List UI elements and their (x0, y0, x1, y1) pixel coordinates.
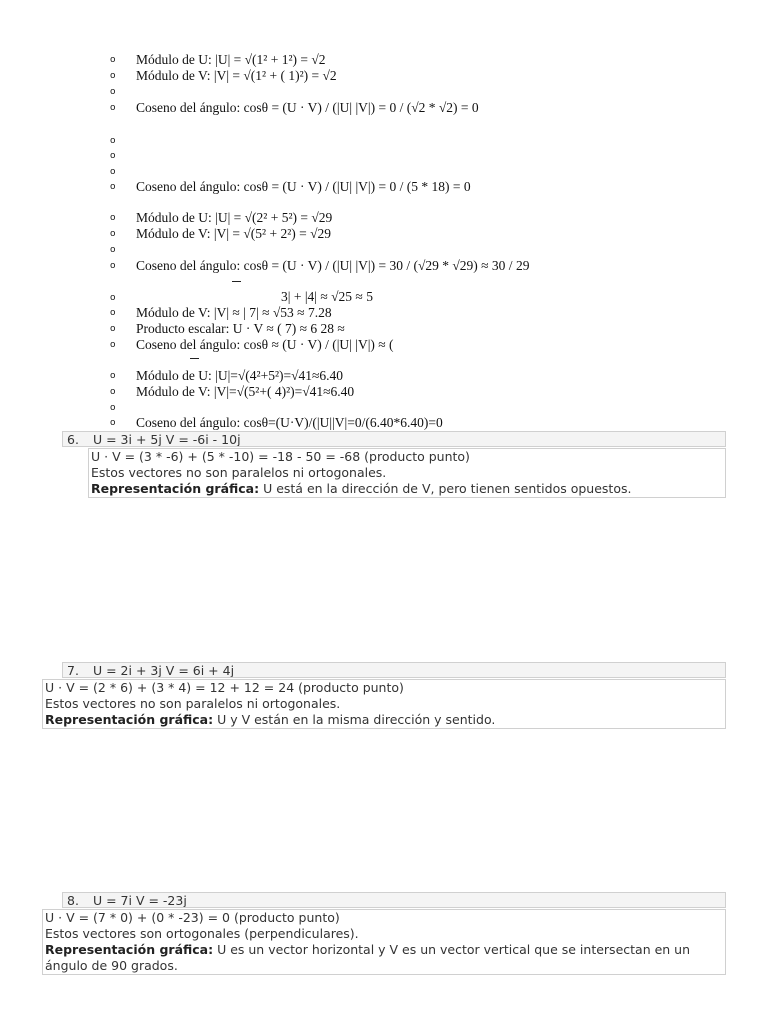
bullet-icon: o (110, 182, 116, 192)
graphic-representation-text: U y V están en la misma dirección y sentido. (213, 712, 496, 727)
graphic-representation-label: Representación gráfica: (91, 481, 260, 496)
dot-product-line: U · V = (2 * 6) + (3 * 4) = 12 + 12 = 24 (producto punto) (45, 680, 404, 695)
bullet-icon: o (110, 261, 116, 271)
stray-dash (190, 358, 199, 359)
classification-line: Estos vectores son ortogonales (perpendiculares). (45, 926, 359, 941)
bullet-icon: o (110, 136, 116, 146)
bullet-icon: o (110, 87, 116, 97)
graphic-representation (45, 712, 723, 728)
classification-line: Estos vectores no son paralelos ni ortogonales. (45, 696, 341, 711)
graphic-representation (45, 942, 723, 974)
bullet-icon: o (110, 293, 116, 303)
bullet-icon: o (110, 340, 116, 350)
bullet-icon: o (110, 167, 116, 177)
bullet-icon: o (110, 229, 116, 239)
bullet-icon: o (110, 103, 116, 113)
bullet-icon: o (110, 213, 116, 223)
document-page: o Módulo de U: |U| = √(1² + 1²) = √2 o Módulo de V: |V| = √(1² + ( 1)²) = √2 o o Coseno del ángulo: cosθ = (U · V) / (|U| |V|) = 0 / (√2 * √2) = 0 o o o o Coseno del ángulo: cosθ = (U · V) / (|U| |V|) = 0 / (5 * 18) = 0 o Módulo de U: |U| = √(2² + 5²) = √29 o Módulo de V: |V| = √(5² + 2²) = √29 o o Coseno del ángulo: cosθ = (U · V) / (|U| |V|) = 30 / (√29 * √29) ≈ 30 / 29 3| + |4| ≈ √25 ≈ 5 o o Módulo de V: |V| ≈ | 7| ≈ √53 ≈ 7.28 o Producto escalar: U · V ≈ ( 7) ≈ 6 28 ≈ o Coseno del ángulo: cosθ ≈ (U · V) / (|U| |V|) ≈ ( o Módulo de U: |U|=√(4²+5²)=√41≈6.40 o Módulo de V: |V|=√(5²+( 4)²)=√41≈6.40 o o Coseno del ángulo: cosθ=(U·V)/(|U||V|=0/(6.40*6.40)=0 6. U = 3i + 5j V = -6i - 10j U · V = (3 * -6) + (5 * -10) = -18 - 50 = -68 (producto punto) Estos vectores no son paralelos ni ortogonales. Representación gráfica: U está en la dirección de V, pero tienen sentidos opuestos. 7. U = 2i + 3j V = 6i + 4j U · V = (2 * 6) + (3 * 4) = 12 + 12 = 24 (producto punto) Estos vectores no son paralelos ni ortogonales. Representación gráfica: U y V están en la misma dirección y sentido. 8. U = 7i V = -23j U · V = (7 * 0) + (0 * -23) = 0 (producto punto) Estos vectores son ortogonales (perpendiculares). Representación gráfica: U es un vector horizontal y V es un vector vertical que se intersectan en un ángulo de 90 grados. (0, 0, 768, 1024)
section-number: 7. (67, 663, 79, 678)
bullet-icon: o (110, 403, 116, 413)
bullet-icon: o (110, 55, 116, 65)
section-header (62, 431, 726, 447)
section-body (42, 679, 726, 729)
dot-product-line: U · V = (7 * 0) + (0 * -23) = 0 (producto punto) (45, 910, 340, 925)
fragment-modulo-u: 3| + |4| ≈ √25 ≈ 5 (281, 289, 373, 304)
dot-product-line: U · V = (3 * -6) + (5 * -10) = -18 - 50 = -68 (producto punto) (91, 449, 470, 464)
graphic-representation (91, 481, 723, 497)
bullet-icon: o (110, 371, 116, 381)
section-title: U = 7i V = -23j (92, 893, 187, 908)
stray-dash (232, 281, 241, 282)
bullet-icon: o (110, 418, 116, 428)
bullet-icon: o (110, 324, 116, 334)
section-body (42, 909, 726, 975)
bullet-icon: o (110, 387, 116, 397)
classification-line: Estos vectores no son paralelos ni ortogonales. (91, 465, 387, 480)
graphic-representation-label: Representación gráfica: (45, 712, 214, 727)
section-number: 6. (67, 432, 79, 447)
section-title: U = 3i + 5j V = -6i - 10j (92, 432, 241, 447)
bullet-icon: o (110, 245, 116, 255)
graphic-representation-text: U está en la dirección de V, pero tienen sentidos opuestos. (259, 481, 632, 496)
bullet-icon: o (110, 308, 116, 318)
graphic-representation-label: Representación gráfica: (45, 942, 214, 957)
section-header (62, 662, 726, 678)
section-body (88, 448, 726, 498)
bullet-icon: o (110, 71, 116, 81)
section-header (62, 892, 726, 908)
section-number: 8. (67, 893, 79, 908)
section-title: U = 2i + 3j V = 6i + 4j (92, 663, 235, 678)
bullet-icon: o (110, 151, 116, 161)
graphic-representation-text: U es un vector horizontal y V es un vector vertical que se intersectan en un ángulo de 90 grados. (45, 942, 691, 973)
